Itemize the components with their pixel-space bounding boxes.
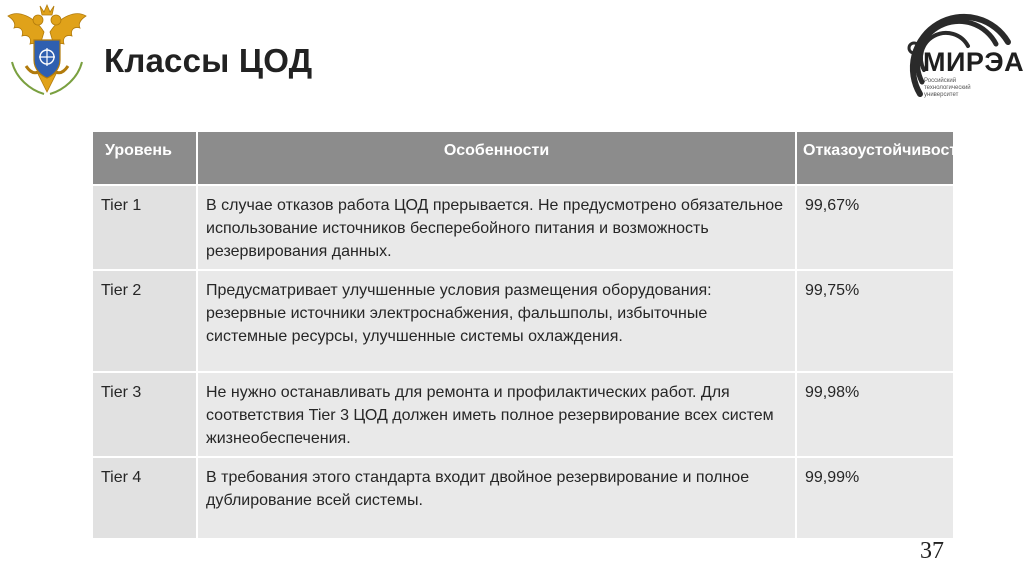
row-features: Предусматривает улучшенные условия размещения оборудования: резервные источники электроснабжения, фальшполы, избыточные системные ресурсы, улучшенные системы охлаждения. <box>197 270 796 372</box>
row-fault-tolerance: 99,99% <box>796 457 954 539</box>
page-number: 37 <box>920 538 944 564</box>
table-row <box>92 457 954 539</box>
row-fault-tolerance: 99,98% <box>796 372 954 457</box>
ministry-emblem-icon <box>4 2 90 100</box>
table-header-row <box>92 131 954 185</box>
row-features: Не нужно останавливать для ремонта и профилактических работ. Для соответствия Tier 3 ЦОД должен иметь полное резервирование всех систем жизнеобеспечения. <box>197 372 796 457</box>
header-level: Уровень <box>92 131 197 185</box>
row-fault-tolerance: 99,67% <box>796 185 954 270</box>
row-level: Tier 3 <box>92 372 197 457</box>
mirea-logo <box>868 2 1024 102</box>
header-fault-tolerance: Отказоустойчивость <box>796 131 954 185</box>
row-fault-tolerance: 99,75% <box>796 270 954 372</box>
row-features: В случае отказов работа ЦОД прерывается. Не предусмотрено обязательное использование источников бесперебойного питания и возможность резервирования данных. <box>197 185 796 270</box>
row-level: Tier 4 <box>92 457 197 539</box>
table-row <box>92 372 954 457</box>
row-level: Tier 2 <box>92 270 197 372</box>
table-row <box>92 270 954 372</box>
slide-title: Классы ЦОД <box>104 42 313 79</box>
row-level: Tier 1 <box>92 185 197 270</box>
row-features: В требования этого стандарта входит двойное резервирование и полное дублирование всей системы. <box>197 457 796 539</box>
tier-classes-table <box>91 130 968 540</box>
logo-subtitle: Российский технологический университет <box>924 78 971 98</box>
logo-name: МИРЭА <box>923 47 1024 77</box>
header-features: Особенности <box>197 131 796 185</box>
table-row <box>92 185 954 270</box>
